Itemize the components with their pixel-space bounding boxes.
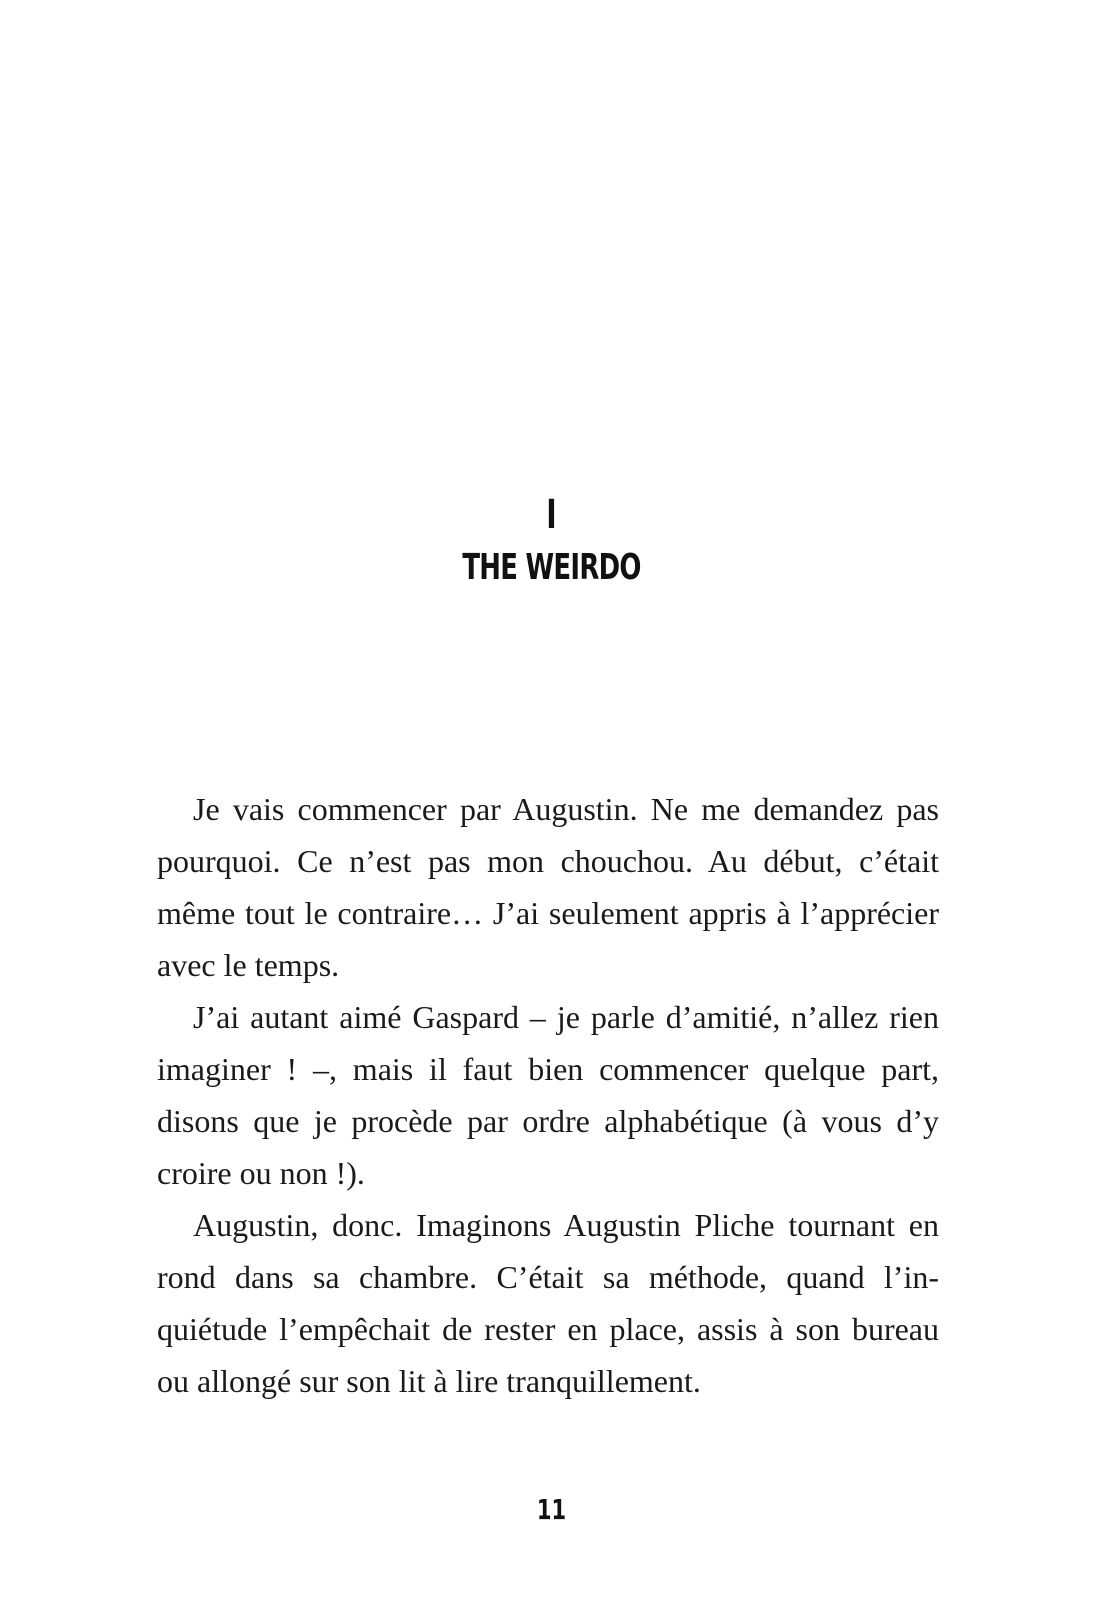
- paragraph: Je vais commencer par Augustin. Ne me demandez pas pourquoi. Ce n’est pas mon chouchou. Au début, c’était même tout le contraire… J’ai seulement appris à l’apprécier avec le temps.: [157, 791, 939, 983]
- body-text: [157, 783, 939, 1407]
- paragraph: J’ai autant aimé Gaspard – je parle d’amitié, n’allez rien imaginer ! –, mais il faut bien commencer quelque part, disons que je procède par ordre alphabétique (à vous d’y croire ou non !).: [157, 999, 939, 1191]
- page-number: 11: [536, 1493, 567, 1526]
- paragraph: Augustin, donc. Imaginons Augustin Pliche tournant en rond dans sa chambre. C’était sa méthode, quand l’inquiétude l’empêchait de rester en place, assis à son bureau ou allongé sur son lit à lire tranquillement.: [157, 1207, 939, 1399]
- chapter-number: I: [546, 492, 557, 538]
- chapter-title: THE WEIRDO: [462, 547, 641, 588]
